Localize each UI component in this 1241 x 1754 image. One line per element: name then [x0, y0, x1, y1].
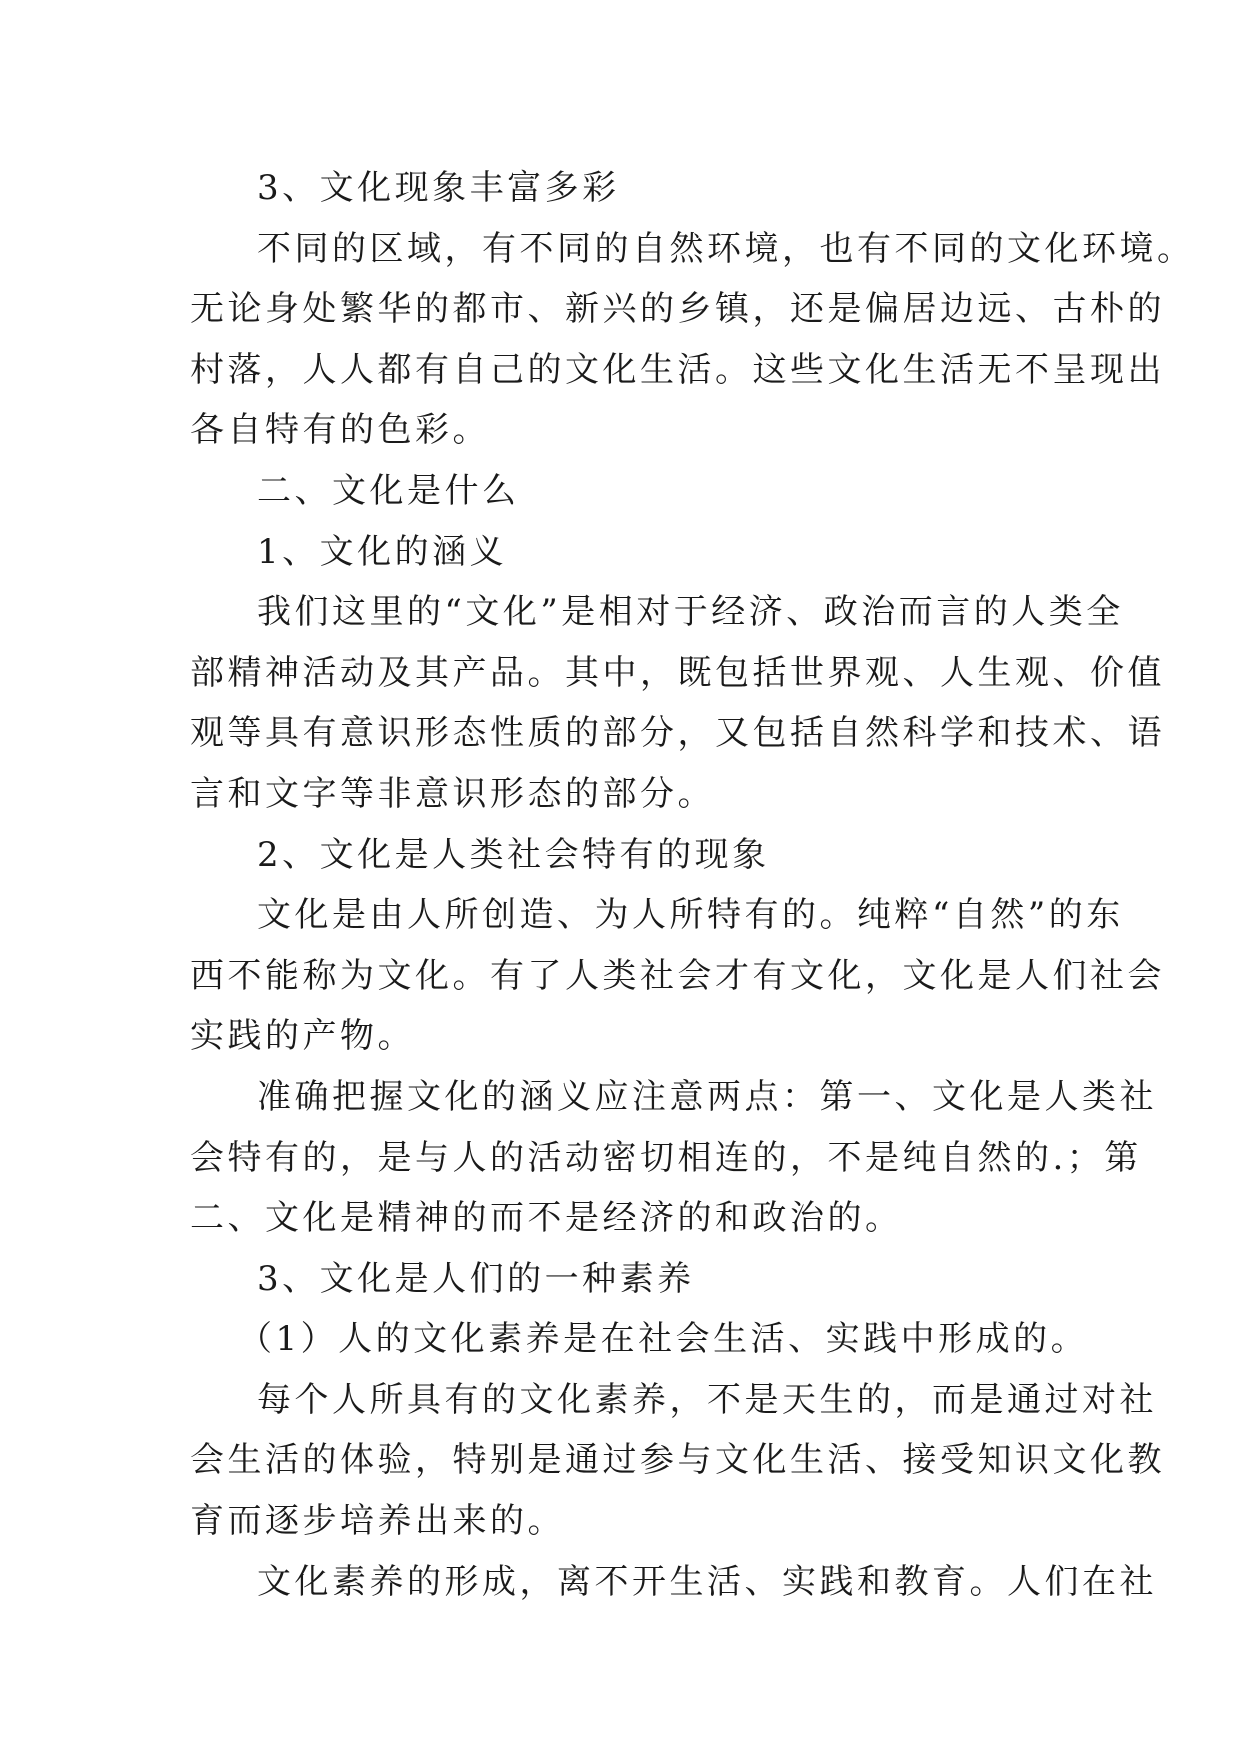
subsection-heading-3: 3、文化是人们的一种素养	[257, 1258, 695, 1299]
paragraph-line: 文化是由人所创造、为人所特有的。纯粹“自然”的东	[257, 895, 1124, 936]
paragraph-line: 文化素养的形成，离不开生活、实践和教育。人们在社	[257, 1561, 1157, 1602]
subsection-heading-2: 2、文化是人类社会特有的现象	[257, 834, 770, 875]
paragraph-line: 部精神活动及其产品。其中，既包括世界观、人生观、价值	[190, 652, 1165, 693]
paragraph-line: 言和文字等非意识形态的部分。	[190, 773, 715, 814]
paragraph-line: 准确把握文化的涵义应注意两点：第一、文化是人类社	[257, 1076, 1157, 1117]
paragraph-line: 会生活的体验，特别是通过参与文化生活、接受知识文化教	[190, 1440, 1165, 1481]
paragraph-line: 观等具有意识形态性质的部分，又包括自然科学和技术、语	[190, 713, 1165, 754]
section-heading-3: 3、文化现象丰富多彩	[257, 168, 620, 208]
paragraph-line: 村落，人人都有自己的文化生活。这些文化生活无不呈现出	[190, 349, 1165, 390]
paragraph-line: 会特有的，是与人的活动密切相连的，不是纯自然的.；第	[190, 1137, 1142, 1178]
paragraph-line: 无论身处繁华的都市、新兴的乡镇，还是偏居边远、古朴的	[190, 289, 1165, 330]
paragraph-line: 不同的区域，有不同的自然环境，也有不同的文化环境。	[257, 228, 1195, 269]
paragraph-line: 各自特有的色彩。	[190, 410, 490, 451]
paragraph-line: 二、文化是精神的而不是经济的和政治的。	[190, 1198, 903, 1239]
paragraph-line: 育而逐步培养出来的。	[190, 1501, 565, 1542]
paragraph-line: 我们这里的“文化”是相对于经济、政治而言的人类全	[257, 592, 1124, 633]
paragraph-line: 西不能称为文化。有了人类社会才有文化，文化是人们社会	[190, 955, 1165, 996]
document-body	[190, 158, 1195, 1612]
section-heading-2: 二、文化是什么	[257, 470, 520, 511]
paragraph-line: 每个人所具有的文化素养，不是天生的，而是通过对社	[257, 1379, 1157, 1420]
point-heading-1: （1）人的文化素养是在社会生活、实践中形成的。	[238, 1319, 1089, 1360]
paragraph-line: 实践的产物。	[190, 1016, 415, 1057]
subsection-heading-1: 1、文化的涵义	[257, 531, 508, 572]
